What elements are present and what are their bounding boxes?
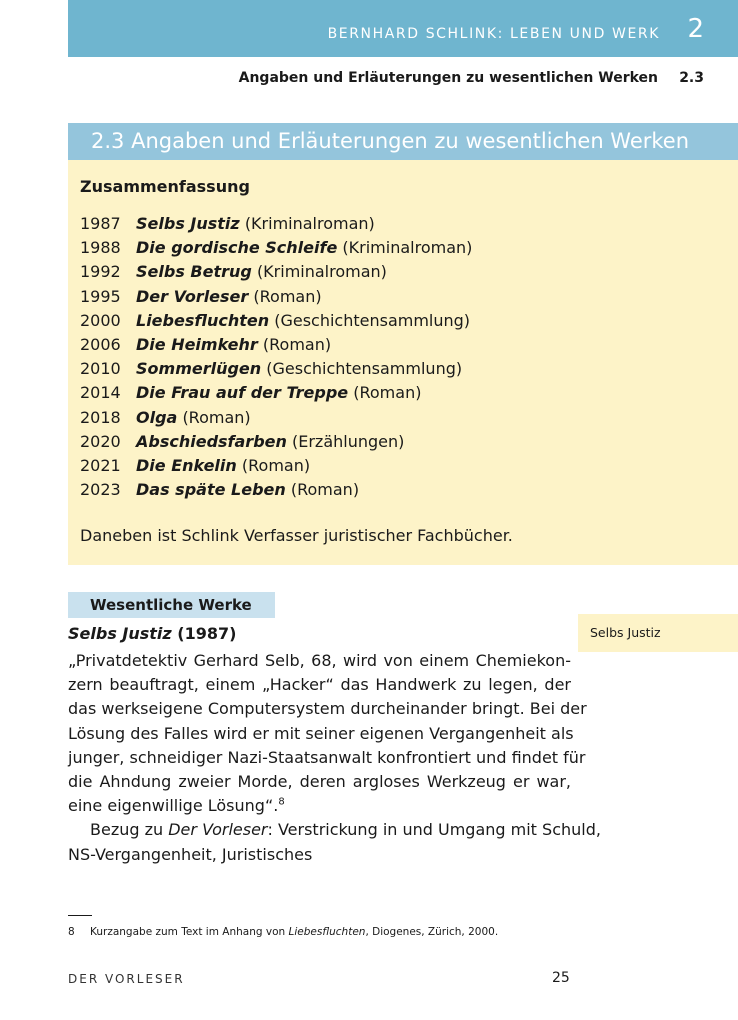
margin-note-label: Selbs Justiz (590, 625, 661, 640)
work-year: 2018 (80, 407, 121, 427)
margin-note (578, 614, 738, 652)
paragraph-line: „Privatdetektiv Gerhard Selb, 68, wird von einem Chemiekon- (68, 651, 571, 670)
work-genre: (Roman) (182, 407, 251, 427)
chapter-header-bar (68, 0, 738, 57)
paragraph-line (68, 794, 571, 818)
work-genre: (Kriminalroman) (256, 262, 387, 282)
bezug-prefix: Bezug zu (90, 820, 169, 840)
page-number: 25 (552, 970, 570, 986)
work-entry (80, 238, 472, 262)
paragraph-line: das werkseigene Computersystem durcheinander bringt. Bei der (68, 699, 587, 719)
work-entry (80, 408, 472, 432)
footnote-reference: 8 (278, 796, 285, 808)
footnote-text-before: Kurzangabe zum Text im Anhang von (90, 926, 289, 938)
work-year: 2006 (80, 334, 121, 354)
work-genre: (Erzählungen) (291, 431, 405, 451)
work-year: 1988 (80, 238, 121, 258)
work-year: 2010 (80, 359, 121, 379)
work-title: Die Frau auf der Treppe (136, 383, 349, 403)
work-entry (80, 262, 472, 286)
work-genre: (Geschichtensammlung) (274, 310, 471, 330)
work-heading-year: (1987) (177, 624, 237, 643)
work-genre: (Roman) (253, 286, 322, 306)
footnote (68, 926, 498, 938)
work-entry (80, 480, 472, 504)
work-year: 2023 (80, 480, 121, 500)
footnote-text-italic: Liebesfluchten (288, 926, 366, 938)
work-description (68, 649, 601, 867)
summary-heading: Zusammenfassung (80, 177, 250, 196)
paragraph-line: zern beauftragt, einem „Hacker“ das Handwerk zu legen, der (68, 675, 571, 695)
work-year: 2021 (80, 455, 121, 475)
bezug-rest: : Verstrickung in und Umgang mit Schuld, (267, 820, 601, 840)
bezug-work-title: Der Vorleser (168, 820, 268, 840)
work-entry (80, 287, 472, 311)
work-genre: (Roman) (262, 334, 332, 354)
running-section-number: 2.3 (679, 70, 704, 86)
work-entry (80, 383, 472, 407)
work-year: 2000 (80, 310, 121, 330)
work-year: 1995 (80, 286, 121, 306)
section-heading-bar (68, 123, 738, 160)
work-entry (80, 214, 472, 238)
work-genre: (Kriminalroman) (244, 214, 375, 233)
chapter-number: 2 (687, 14, 704, 44)
work-genre: (Geschichtensammlung) (266, 359, 463, 379)
work-title: Sommerlügen (136, 359, 262, 379)
work-entry (80, 432, 472, 456)
work-title: Der Vorleser (136, 286, 249, 306)
summary-note: Daneben ist Schlink Verfasser juristischer Fachbücher. (80, 526, 513, 545)
footnote-number: 8 (68, 926, 75, 938)
work-title: Die Enkelin (136, 455, 237, 475)
work-title: Abschiedsfarben (136, 431, 287, 451)
paragraph-line: junger, schneidiger Nazi-Staatsanwalt konfrontiert und findet für (68, 747, 586, 767)
work-title: Liebesfluchten (136, 310, 270, 330)
work-title: Selbs Betrug (136, 262, 252, 282)
work-title: Das späte Leben (136, 480, 286, 500)
works-list (80, 214, 472, 504)
works-section-tag (68, 592, 275, 618)
work-year: 1992 (80, 262, 121, 282)
work-year: 2020 (80, 431, 121, 451)
work-title: Olga (136, 407, 178, 427)
work-title: Die gordische Schleife (136, 238, 338, 258)
footnote-text-after: , Diogenes, Zürich, 2000. (365, 926, 499, 938)
works-section-tag-label: Wesentliche Werke (90, 596, 252, 614)
work-heading (68, 624, 236, 643)
work-title: Selbs Justiz (136, 214, 240, 233)
work-entry (80, 311, 472, 335)
paragraph-line: Lösung des Falles wird er mit seiner eigenen Vergangenheit als (68, 723, 574, 743)
bezug-line-2: NS-Vergangenheit, Juristisches (68, 844, 313, 864)
work-year: 2014 (80, 383, 121, 403)
chapter-title: BERNHARD SCHLINK: LEBEN UND WERK (327, 26, 660, 42)
work-heading-title: Selbs Justiz (68, 624, 172, 643)
paragraph-line: die Ahndung zweier Morde, deren argloses Werkzeug er war, (68, 772, 571, 792)
work-genre: (Roman) (353, 383, 422, 403)
section-title: 2.3 Angaben und Erläuterungen zu wesentlichen Werken (91, 129, 690, 153)
work-title: Die Heimkehr (136, 334, 258, 354)
bezug-line (68, 818, 601, 842)
work-entry (80, 456, 472, 480)
footer-book-title: DER VORLESER (68, 972, 185, 986)
running-section-title: Angaben und Erläuterungen zu wesentlichen Werken (238, 70, 658, 86)
work-year: 1987 (80, 214, 121, 233)
paragraph-last-line-text: eine eigenwillige Lösung“. (68, 796, 279, 816)
work-entry (80, 359, 472, 383)
work-genre: (Roman) (241, 455, 311, 475)
footnote-divider (68, 915, 92, 916)
work-entry (80, 335, 472, 359)
work-genre: (Kriminalroman) (342, 238, 473, 258)
summary-box (68, 160, 738, 565)
work-genre: (Roman) (290, 480, 360, 500)
